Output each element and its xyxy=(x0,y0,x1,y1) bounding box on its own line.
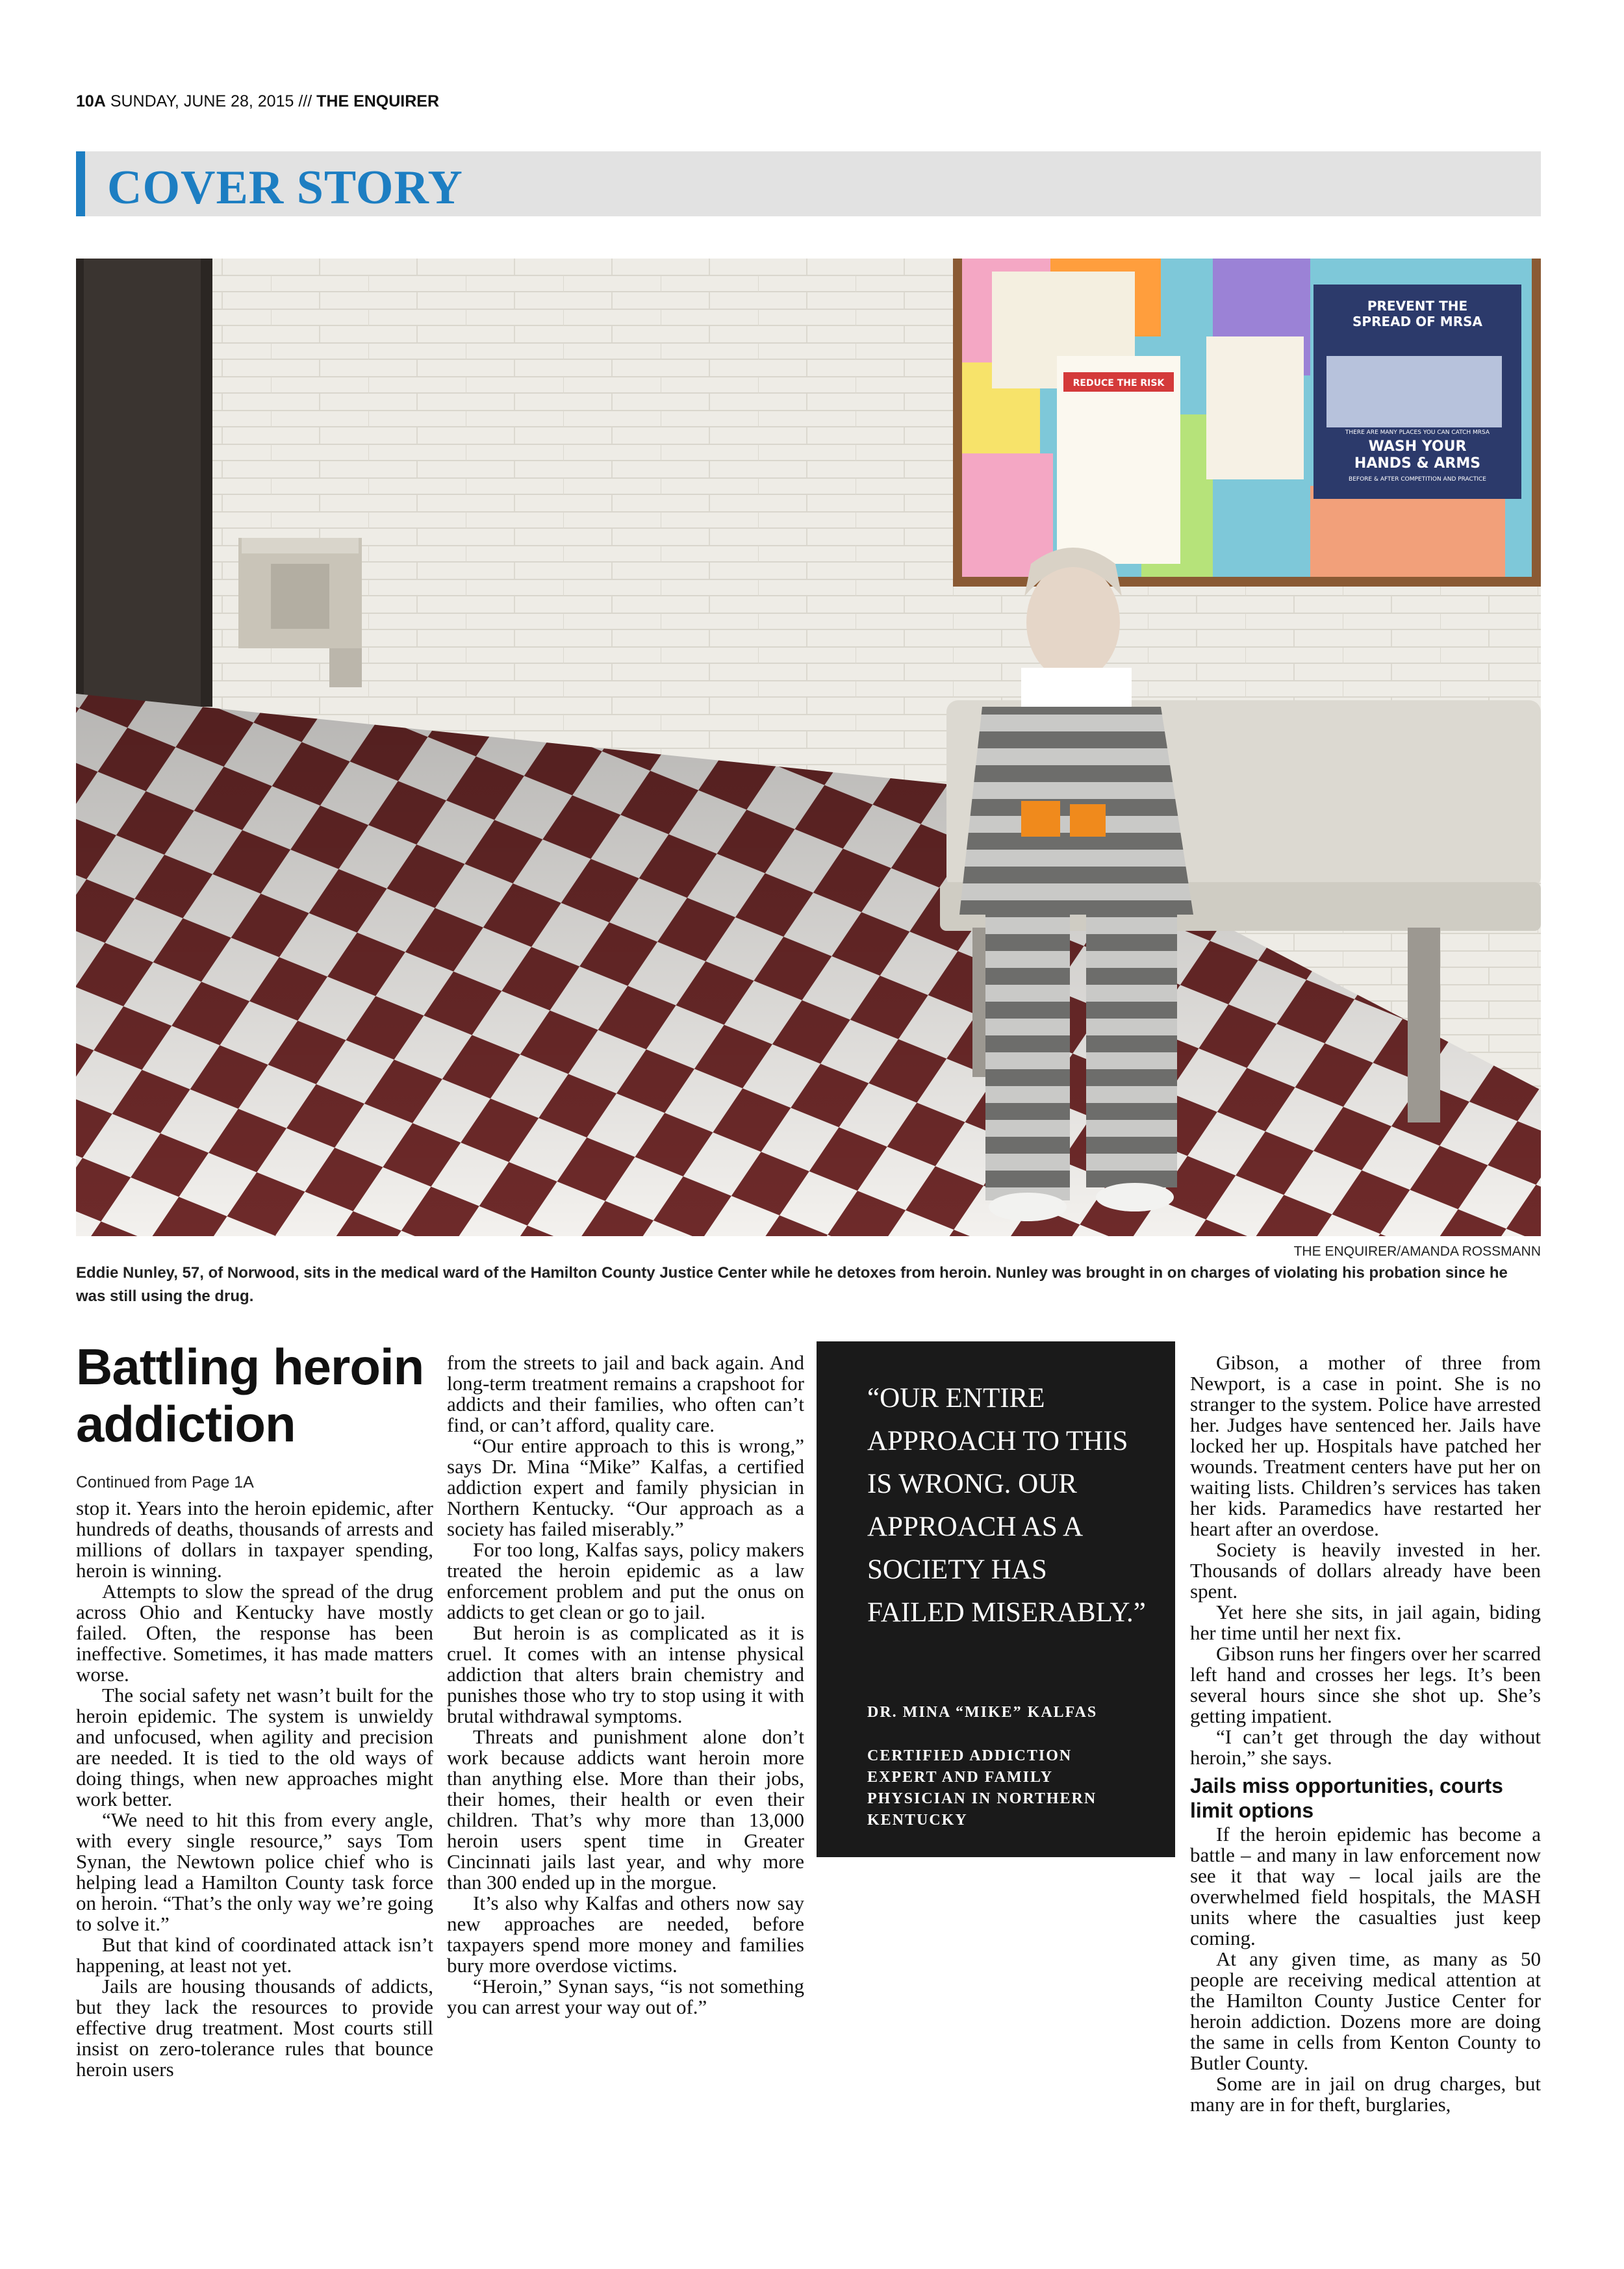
paragraph: Gibson runs her fingers over her scarred left hand and crosses her legs. It’s been several hours since she shot up. She’s getting impatient. xyxy=(1190,1642,1541,1727)
svg-text:THERE ARE MANY PLACES YOU CAN: THERE ARE MANY PLACES YOU CAN CATCH MRSA xyxy=(1345,429,1490,436)
pull-quote xyxy=(817,1341,1175,1857)
svg-text:WASH YOUR: WASH YOUR xyxy=(1368,438,1467,455)
paragraph: If the heroin epidemic has become a battle – and many in law enforcement now see it that way – local jails are the overwhelmed field hospitals, the MASH units where the casualties just keep coming. xyxy=(1190,1823,1541,1949)
cover-photo xyxy=(76,259,1541,1236)
folio-separator: /// xyxy=(298,92,312,110)
paragraph: Society is heavily invested in her. Thousands of dollars already have been spent. xyxy=(1190,1538,1541,1603)
svg-text:HANDS & ARMS: HANDS & ARMS xyxy=(1354,455,1481,472)
article-column-4 xyxy=(1190,1352,1541,2115)
paragraph: Gibson, a mother of three from Newport, is a case in point. She is no stranger to the system. Police have arrested her. Judges have sentenced her. Jails have locked her up. Hospitals have patched her wounds. Treatment centers have put her on waiting lists. Children’s services has taken her kids. Paramedics have restarted her heart after an overdose. xyxy=(1190,1351,1541,1540)
svg-text:BEFORE & AFTER COMPETITION AND: BEFORE & AFTER COMPETITION AND PRACTICE xyxy=(1349,476,1486,483)
photo-credit: THE ENQUIRER/AMANDA ROSSMANN xyxy=(1293,1244,1541,1259)
subheadline: Jails miss opportunities, courts limit options xyxy=(1190,1774,1503,1822)
article-column-1 xyxy=(76,1498,433,2080)
publication-name: THE ENQUIRER xyxy=(316,92,440,110)
door-panel xyxy=(84,259,201,707)
pull-quote-attribution-name: DR. MINA “MIKE” KALFAS xyxy=(867,1704,1098,1721)
article-headline: Battling heroin addiction xyxy=(76,1338,424,1452)
section-label: COVER STORY xyxy=(107,161,463,214)
pull-quote-text: “OUR ENTIRE APPROACH TO THIS IS WRONG. OUR APPROACH AS A SOCIETY HAS FAILED MISERABLY.” xyxy=(867,1383,1146,1628)
pull-quote-attribution-role: CERTIFIED ADDICTION EXPERT AND FAMILY PHYSICIAN IN NORTHERN KENTUCKY xyxy=(867,1747,1097,1829)
paragraph: Threats and punishment alone don’t work because addicts want heroin more than anything else. More than their jobs, their homes, their health or even their children. That’s why more than 13,000 heroin users spent time in Greater Cincinnati jails last year, and why more than 300 ended up in the morgue. xyxy=(447,1725,804,1894)
svg-text:SPREAD OF MRSA: SPREAD OF MRSA xyxy=(1352,314,1482,329)
paragraph: The social safety net wasn’t built for the heroin epidemic. The system is unwieldy and unfocused, when agility and precision are needed. It is tied to the old ways of doing things, when new approaches might work better. xyxy=(76,1684,433,1810)
folio-date: SUNDAY, JUNE 28, 2015 xyxy=(110,92,294,110)
paragraph: “Heroin,” Synan says, “is not something you can arrest your way out of.” xyxy=(447,1975,804,2018)
article-column-2 xyxy=(447,1352,804,2018)
continued-from: Continued from Page 1A xyxy=(76,1473,254,1491)
paragraph: from the streets to jail and back again. And long-term treatment remains a crapshoot for addicts and their families, who often can’t find, or can’t afford, quality care. xyxy=(447,1351,804,1436)
paragraph: “We need to hit this from every angle, with every single resource,” says Tom Synan, the Newtown police chief who is helping lead a Hamilton County task force on heroin. “That’s the only way we’re going to solve it.” xyxy=(76,1808,433,1935)
svg-text:PREVENT THE: PREVENT THE xyxy=(1367,298,1468,314)
paragraph: At any given time, as many as 50 people are receiving medical attention at the Hamilton County Justice Center for heroin addiction. Dozens more are doing the same in cells from Kenton County to Butler County. xyxy=(1190,1947,1541,2074)
paragraph: Jails are housing thousands of addicts, but they lack the resources to provide effective drug treatment. Most courts still insist on zero-tolerance rules that bounce heroin users xyxy=(76,1975,433,2081)
page-number: 10A xyxy=(76,92,106,110)
paragraph: Some are in jail on drug charges, but many are in for theft, burglaries, xyxy=(1190,2072,1541,2116)
bulletin-board xyxy=(953,259,1541,587)
paragraph: For too long, Kalfas says, policy makers treated the heroin epidemic as a law enforcement problem and put the onus on addicts to get clean or go to jail. xyxy=(447,1538,804,1623)
section-header xyxy=(76,151,1541,216)
paragraph: But that kind of coordinated attack isn’t happening, at least not yet. xyxy=(76,1933,433,1977)
section-accent-bar xyxy=(76,151,85,216)
paragraph: “Our entire approach to this is wrong,” says Dr. Mina “Mike” Kalfas, a certified addiction expert and family physician in Northern Kentucky. “Our approach as a society has failed miserably.” xyxy=(447,1434,804,1540)
paragraph: But heroin is as complicated as it is cruel. It comes with an intense physical addiction that alters brain chemistry and punishes those who try to stop using it with brutal withdrawal symptoms. xyxy=(447,1621,804,1727)
paragraph: It’s also why Kalfas and others now say new approaches are needed, before taxpayers spend more money and families bury more overdose victims. xyxy=(447,1892,804,1977)
svg-text:REDUCE THE RISK: REDUCE THE RISK xyxy=(1072,378,1165,388)
paragraph: stop it. Years into the heroin epidemic, after hundreds of deaths, thousands of arrests and millions of dollars in taxpayer spending, heroin is winning. xyxy=(76,1497,433,1582)
paragraph: Yet here she sits, in jail again, biding her time until her next fix. xyxy=(1190,1601,1541,1644)
paragraph: Attempts to slow the spread of the drug across Ohio and Kentucky have mostly failed. Often, the response has been ineffective. Sometimes, it has made matters worse. xyxy=(76,1580,433,1686)
paragraph: “I can’t get through the day without heroin,” she says. xyxy=(1190,1725,1541,1769)
photo-caption: Eddie Nunley, 57, of Norwood, sits in the medical ward of the Hamilton County Justice Center while he detoxes from heroin. Nunley was brought in on charges of violating his probation since he was still using the drug. xyxy=(76,1264,1508,1305)
folio-line xyxy=(76,92,439,111)
